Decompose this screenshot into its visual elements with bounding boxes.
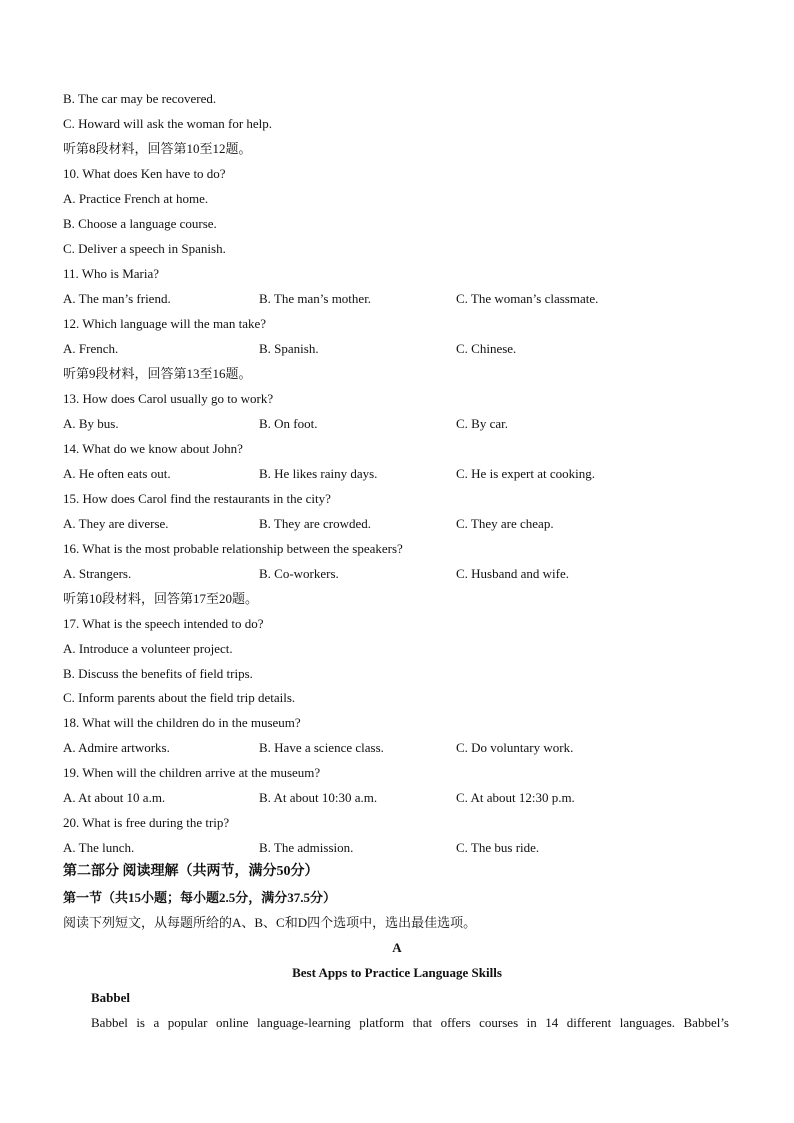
q19-stem: 19. When will the children arrive at the museum? <box>63 765 321 780</box>
q18-stem: 18. What will the children do in the museum? <box>63 715 301 730</box>
q12-option-c: C. Chinese. <box>456 341 517 356</box>
section9-instruction: 听第9段材料，回答第13至16题。 <box>63 366 252 381</box>
q18-option-a: A. Admire artworks. <box>63 740 170 755</box>
q15-stem: 15. How does Carol find the restaurants in the city? <box>63 491 331 506</box>
q14-stem: 14. What do we know about John? <box>63 441 243 456</box>
q17-stem: 17. What is the speech intended to do? <box>63 616 264 631</box>
q19-option-b: B. At about 10:30 a.m. <box>259 790 378 805</box>
q19-option-c: C. At about 12:30 p.m. <box>456 790 575 805</box>
q16-option-c: C. Husband and wife. <box>456 566 570 581</box>
q13-stem: 13. How does Carol usually go to work? <box>63 391 274 406</box>
q11-option-a: A. The man’s friend. <box>63 291 171 306</box>
q9-option-b: B. The car may be recovered. <box>63 91 217 106</box>
q15-option-c: C. They are cheap. <box>456 516 554 531</box>
q10-option-c: C. Deliver a speech in Spanish. <box>63 241 226 256</box>
q13-option-b: B. On foot. <box>259 416 318 431</box>
section10-instruction: 听第10段材料，回答第17至20题。 <box>63 591 259 606</box>
q13-option-c: C. By car. <box>456 416 508 431</box>
passage-paragraph: Babbel is a popular online language-learning platform that offers courses in 14 different languages. Babbel’s <box>91 1015 729 1030</box>
q18-option-c: C. Do voluntary work. <box>456 740 574 755</box>
q9-option-c: C. Howard will ask the woman for help. <box>63 116 273 131</box>
q10-option-b: B. Choose a language course. <box>63 216 217 231</box>
q18-option-b: B. Have a science class. <box>259 740 384 755</box>
passage-letter: A <box>392 940 402 955</box>
q20-option-b: B. The admission. <box>259 840 354 855</box>
q19-option-a: A. At about 10 a.m. <box>63 790 166 805</box>
q10-option-a: A. Practice French at home. <box>63 191 209 206</box>
q11-stem: 11. Who is Maria? <box>63 266 160 281</box>
q13-option-a: A. By bus. <box>63 416 119 431</box>
q15-option-b: B. They are crowded. <box>259 516 372 531</box>
q17-option-a: A. Introduce a volunteer project. <box>63 641 233 656</box>
q17-option-b: B. Discuss the benefits of field trips. <box>63 666 253 681</box>
q20-option-a: A. The lunch. <box>63 840 135 855</box>
q16-option-a: A. Strangers. <box>63 566 132 581</box>
q11-option-b: B. The man’s mother. <box>259 291 372 306</box>
q14-option-c: C. He is expert at cooking. <box>456 466 595 481</box>
part2-heading: 第二部分 阅读理解（共两节，满分50分） <box>63 864 319 879</box>
q15-option-a: A. They are diverse. <box>63 516 169 531</box>
q10-stem: 10. What does Ken have to do? <box>63 166 226 181</box>
q17-option-c: C. Inform parents about the field trip details. <box>63 690 296 705</box>
section8-instruction: 听第8段材料，回答第10至12题。 <box>63 141 252 156</box>
q12-stem: 12. Which language will the man take? <box>63 316 266 331</box>
q16-stem: 16. What is the most probable relationship between the speakers? <box>63 541 403 556</box>
passage-title: Best Apps to Practice Language Skills <box>292 965 502 980</box>
q16-option-b: B. Co-workers. <box>259 566 339 581</box>
q11-option-c: C. The woman’s classmate. <box>456 291 599 306</box>
part2-instruction: 阅读下列短文，从每题所给的A、B、C和D四个选项中，选出最佳选项。 <box>63 915 477 930</box>
q14-option-b: B. He likes rainy days. <box>259 466 378 481</box>
q12-option-b: B. Spanish. <box>259 341 319 356</box>
q20-option-c: C. The bus ride. <box>456 840 540 855</box>
part2-section1-heading: 第一节（共15小题；每小题2.5分，满分37.5分） <box>63 890 337 905</box>
passage-subtitle: Babbel <box>91 990 131 1005</box>
q14-option-a: A. He often eats out. <box>63 466 171 481</box>
q20-stem: 20. What is free during the trip? <box>63 815 230 830</box>
q12-option-a: A. French. <box>63 341 119 356</box>
